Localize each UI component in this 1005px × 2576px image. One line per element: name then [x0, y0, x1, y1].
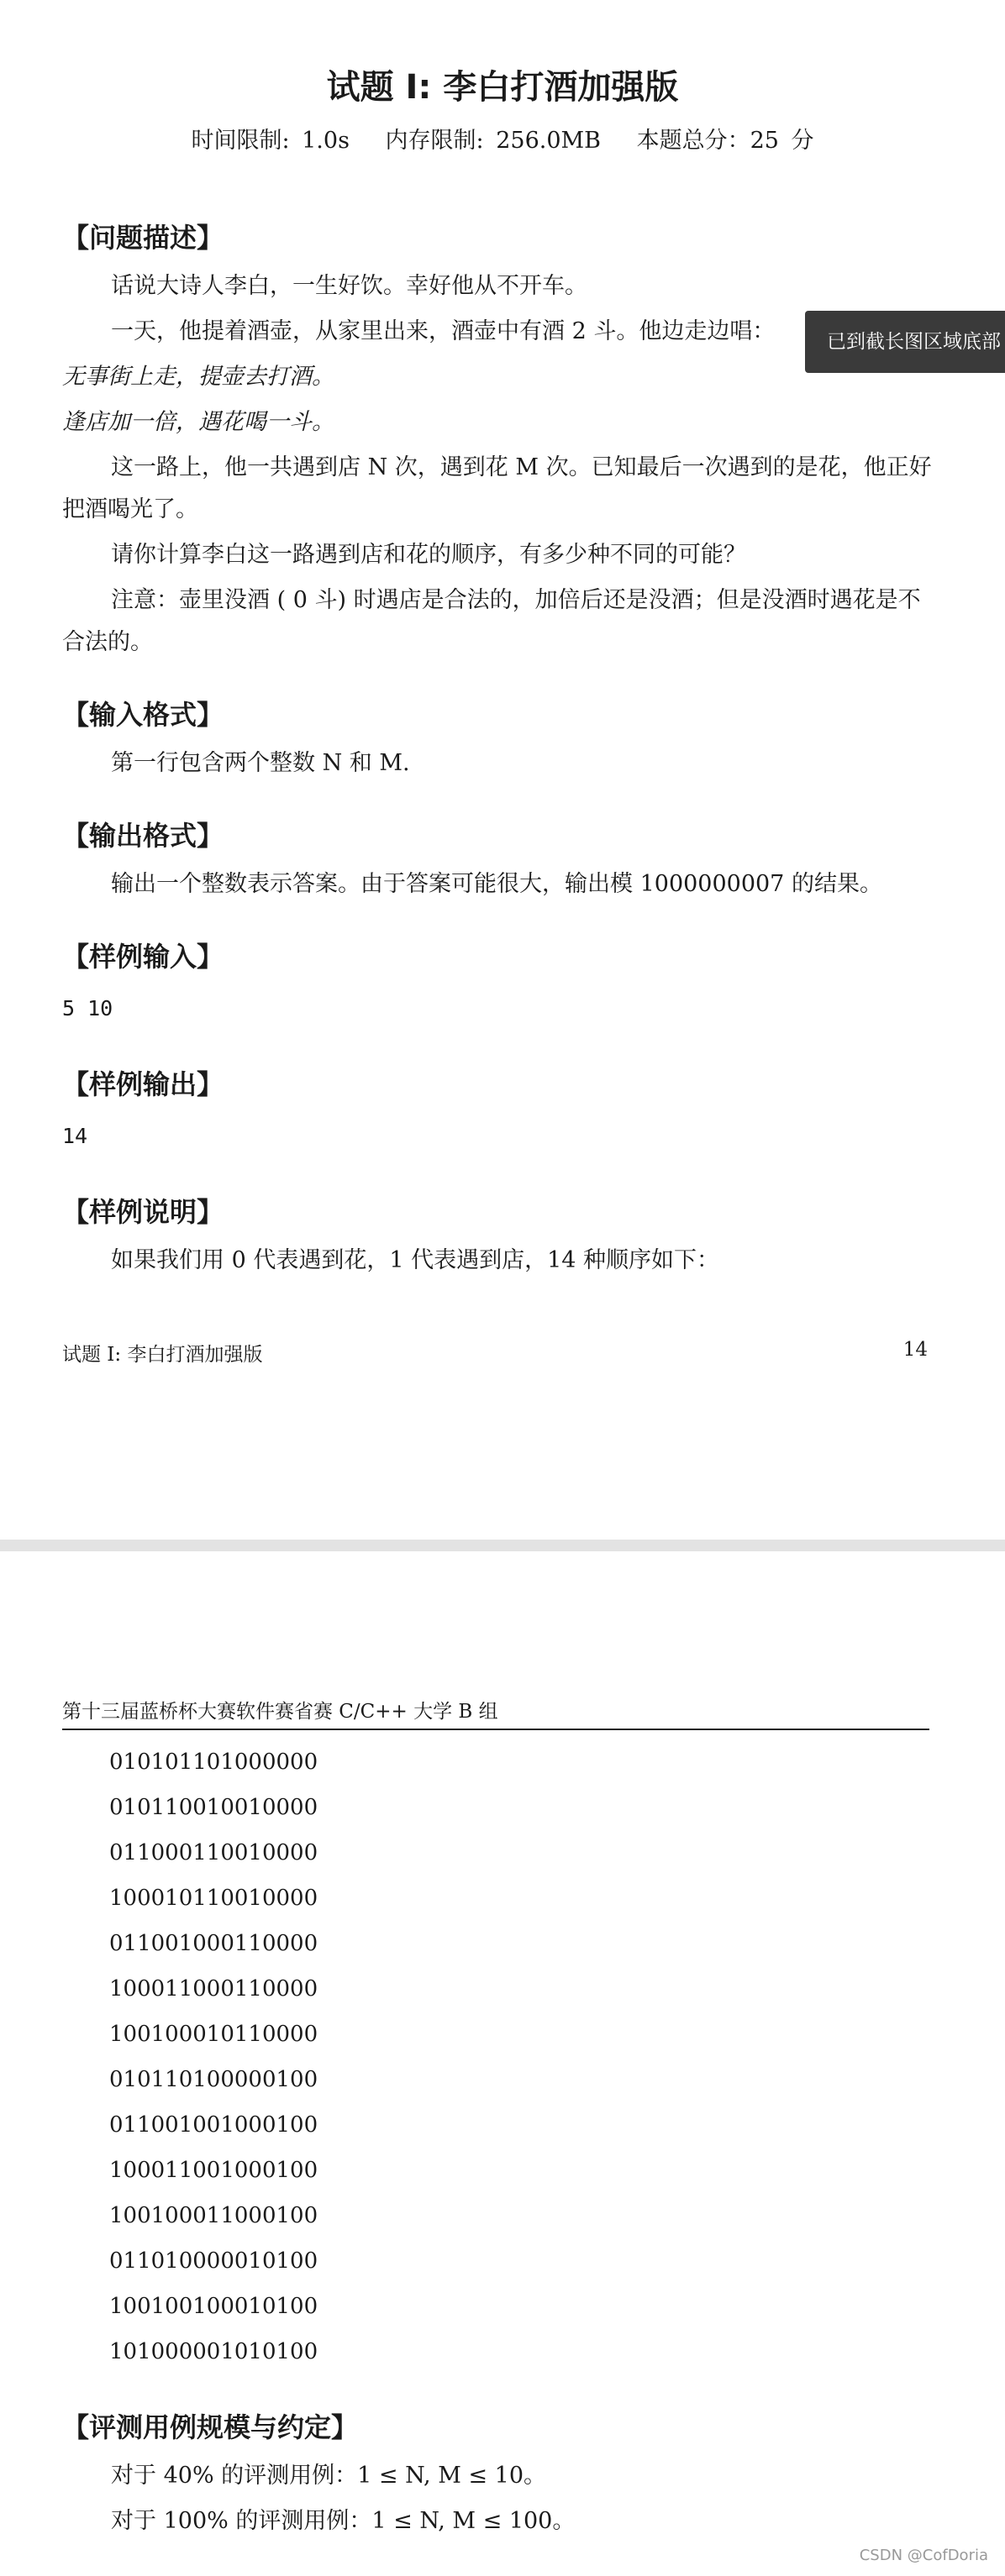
memory-limit: 内存限制: 256.0MB — [385, 128, 601, 154]
sequence-row: 011001000110000 — [109, 1931, 318, 1956]
sample-input-heading: 【样例输入】 — [62, 941, 224, 973]
sample-input: 5 10 — [62, 996, 113, 1020]
sequence-row: 101000001010100 — [109, 2339, 318, 2364]
desc-line-2: 一天，他提着酒壶，从家里出来，酒壶中有酒 2 斗。他边走边唱： — [111, 318, 776, 344]
sequence-row: 010110010010000 — [109, 1795, 318, 1820]
page-header: 第十三届蓝桥杯大赛软件赛省赛 C/C++ 大学 B 组 — [62, 1696, 929, 1730]
sequence-row: 100100011000100 — [109, 2203, 318, 2228]
page-footer-title: 试题 I: 李白打酒加强版 — [62, 1344, 263, 1366]
sequence-row: 010110100000100 — [109, 2067, 318, 2092]
problem-title: 试题 I: 李白打酒加强版 — [326, 68, 679, 107]
desc-line-1: 话说大诗人李白，一生好饮。幸好他从不开车。 — [111, 273, 587, 299]
sequence-row: 100100100010100 — [109, 2294, 318, 2319]
desc-note: 注意：壶里没酒 ( 0 斗) 时遇店是合法的，加倍后还是没酒；但是没酒时遇花是不合法的。 — [62, 587, 921, 655]
sample-output-heading: 【样例输出】 — [62, 1068, 224, 1100]
sequence-row: 100100010110000 — [109, 2022, 318, 2047]
watermark: CSDN @CofDoria — [859, 2547, 988, 2564]
sample-explain-heading: 【样例说明】 — [62, 1196, 224, 1228]
problem-meta — [0, 122, 1005, 155]
output-heading: 【输出格式】 — [62, 820, 224, 852]
scale-line-2: 对于 100% 的评测用例：1 ≤ N, M ≤ 100。 — [111, 2508, 576, 2534]
desc-line-4: 请你计算李白这一路遇到店和花的顺序，有多少种不同的可能？ — [111, 542, 746, 568]
input-heading: 【输入格式】 — [62, 699, 224, 731]
poem-line-2: 逢店加一倍，遇花喝一斗。 — [62, 409, 334, 435]
sequence-row: 100011000110000 — [109, 1976, 318, 2002]
poem-line-1: 无事街上走，提壶去打酒。 — [62, 364, 334, 390]
desc-line-3: 这一路上，他一共遇到店 N 次，遇到花 M 次。已知最后一次遇到的是花，他正好把酒喝光了。 — [62, 454, 932, 522]
sequence-row: 010101101000000 — [109, 1750, 318, 1775]
sequence-row: 011010000010100 — [109, 2248, 318, 2274]
input-text: 第一行包含两个整数 N 和 M. — [111, 750, 410, 776]
sequence-row: 100011001000100 — [109, 2158, 318, 2183]
time-limit: 时间限制: 1.0s — [191, 128, 350, 154]
scale-line-1: 对于 40% 的评测用例：1 ≤ N, M ≤ 10。 — [111, 2463, 546, 2489]
output-text: 输出一个整数表示答案。由于答案可能很大，输出模 1000000007 的结果。 — [111, 871, 882, 897]
sequence-row: 011001001000100 — [109, 2112, 318, 2138]
page-number: 14 — [902, 1339, 928, 1361]
total-score: 本题总分：25 分 — [636, 128, 814, 154]
scroll-end-tooltip: 已到截长图区域底部 — [805, 311, 1005, 373]
page-2 — [0, 1551, 1005, 2576]
sample-output: 14 — [62, 1124, 88, 1148]
sequence-row: 100010110010000 — [109, 1886, 318, 1911]
sequence-row: 011000110010000 — [109, 1840, 318, 1865]
scale-heading: 【评测用例规模与约定】 — [62, 2411, 359, 2443]
sample-explain-text: 如果我们用 0 代表遇到花，1 代表遇到店，14 种顺序如下： — [111, 1247, 720, 1273]
desc-heading: 【问题描述】 — [62, 222, 224, 254]
page-separator — [0, 1540, 1005, 1551]
